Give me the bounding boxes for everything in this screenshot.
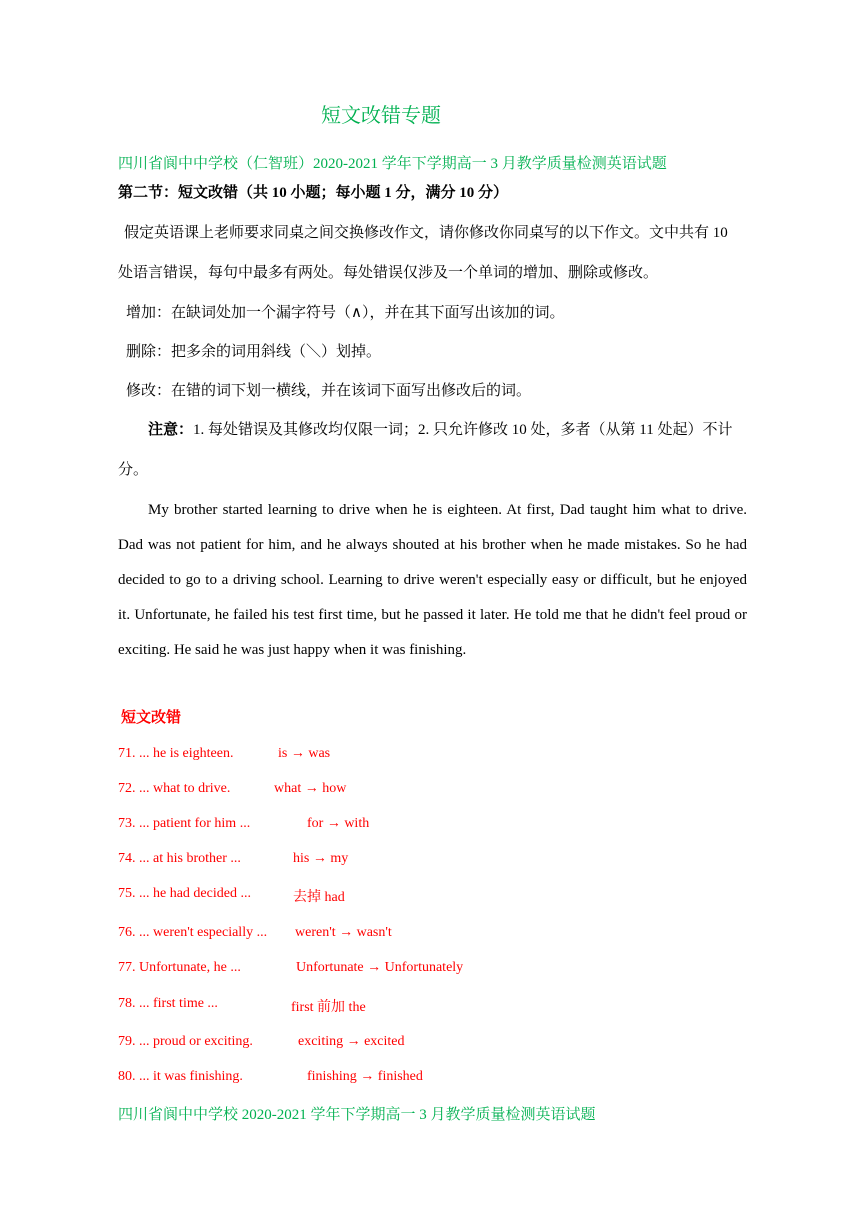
answer-row (118, 925, 758, 945)
answer-question: 75. ... he had decided ... (118, 886, 251, 901)
answer-question: 72. ... what to drive. (118, 781, 231, 796)
footer-source: 四川省阆中中学校 2020-2021 学年下学期高一 3 月教学质量检测英语试题 (118, 1107, 596, 1123)
answer-row (118, 996, 758, 1016)
section-heading: 第二节：短文改错（共 10 小题；每小题 1 分，满分 10 分） (118, 185, 509, 201)
answer-correction: exciting → excited (298, 1034, 405, 1049)
answer-correction: weren't → wasn't (295, 925, 392, 940)
answer-question: 78. ... first time ... (118, 996, 218, 1011)
answer-correction: 去掉 had (293, 890, 345, 905)
answer-question: 74. ... at his brother ... (118, 851, 241, 866)
instruction-delete: 删除：把多余的词用斜线（＼）划掉。 (126, 344, 382, 360)
instruction-add: 增加：在缺词处加一个漏字符号（∧），并在其下面写出该加的词。 (126, 305, 565, 321)
answer-question: 76. ... weren't especially ... (118, 925, 268, 940)
answer-question: 79. ... proud or exciting. (118, 1034, 253, 1049)
passage-text: My brother started learning to drive when he is eighteen. At first, Dad taught him what to drive. Dad was not patient for him, and he always shouted at his brother when he made mistakes. So he had decided to go to a driving school. Learning to drive weren't especially easy or difficult, but he enjoyed it. Unfortunate, he failed his test first time, but he passed it later. He told me that he didn't feel proud or exciting. He said he was just happy when it was finishing. (118, 502, 747, 658)
instructions-line-1: 假定英语课上老师要求同桌之间交换修改作文，请你修改你同桌写的以下作文。文中共有 10 (124, 225, 728, 241)
answer-correction: his → my (293, 851, 349, 866)
answer-row (118, 746, 758, 766)
note-line-2: 分。 (118, 462, 149, 478)
page-title: 短文改错专题 (321, 105, 441, 127)
answer-question: 71. ... he is eighteen. (118, 746, 234, 761)
note-label: 注意： (148, 422, 194, 438)
answer-correction: Unfortunate → Unfortunately (296, 960, 464, 975)
answer-row (118, 1034, 758, 1054)
answer-correction: for → with (307, 816, 370, 831)
answer-row (118, 781, 758, 801)
note-line-1 (148, 418, 732, 439)
instruction-modify: 修改：在错的词下划一横线，并在该词下面写出修改后的词。 (126, 383, 532, 399)
answer-question: 80. ... it was finishing. (118, 1069, 243, 1084)
answer-row (118, 886, 758, 906)
note-text: 1. 每处错误及其修改均仅限一词；2. 只允许修改 10 处，多者（从第 11 处起）不计 (193, 422, 733, 438)
essay-passage (118, 493, 747, 668)
answer-row (118, 1069, 758, 1089)
instructions-line-2: 处语言错误，每句中最多有两处。每处错误仅涉及一个单词的增加、删除或修改。 (118, 265, 659, 281)
answer-question: 73. ... patient for him ... (118, 816, 251, 831)
answer-row (118, 851, 758, 871)
answer-correction: finishing → finished (307, 1069, 423, 1084)
exam-source: 四川省阆中中学校（仁智班）2020-2021 学年下学期高一 3 月教学质量检测英语试题 (118, 156, 667, 172)
answer-correction: is → was (278, 746, 331, 761)
answer-row (118, 816, 758, 836)
answer-correction: what → how (274, 781, 347, 796)
answer-row (118, 960, 758, 980)
answer-correction: first 前加 the (291, 1000, 366, 1015)
answers-heading: 短文改错 (121, 708, 182, 726)
answer-question: 77. Unfortunate, he ... (118, 960, 241, 975)
